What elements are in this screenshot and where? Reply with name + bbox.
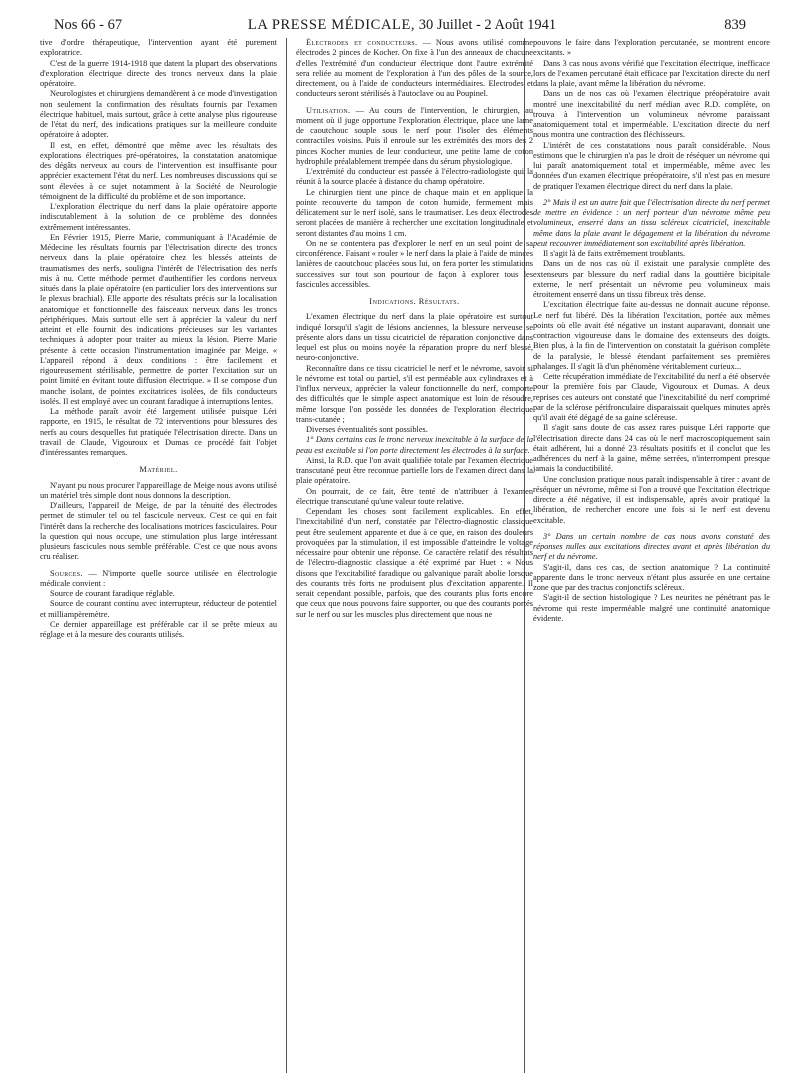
paragraph: Il s'agit là de faits extrêmement troublants.	[543, 249, 686, 258]
paragraph-text: — Nous avons utilisé comme électrodes 2 pinces de Kocher. On fixe à l'un des anneaux de chacune d'elles l'extrémité d'un conducteur électrique dont l'autre extrémité sera reliée au moment de l'exploration à l'un des pôles de la source, directement, ou à l'aide de conducteurs intermédiaires. Electrodes et conducteurs seront stérilisés à l'autoclave ou au Poupinel.	[296, 38, 533, 99]
header-title	[40, 14, 764, 36]
paragraph: Dans un de nos cas où l'examen électrique préopératoire avait montré une inexcitabilité du nerf médian avec R.D. complète, on trouva à l'intervention un volumineux névrome paraissant anatomiquement total et imperméable. L'excitation directe du nerf nous montra une contraction des fléchisseurs.	[533, 89, 770, 140]
paragraph: L'extrémité du conducteur est passée à l'électro-radiologiste qui la réunit à la source placée à distance du champ opératoire.	[296, 167, 533, 187]
column-3	[533, 38, 770, 1073]
paragraph-italic: 2° Mais il est un autre fait que l'électrisation directe du nerf permet de mettre en évidence : un nerf porteur d'un névrome même peu volumineux, enserré dans un tissu scléreux cicatriciel, inexcitable même dans la plaie avant le dégagement et la libération du névrome peut recouvrer immédiatement son excitabilité après libération.	[533, 197, 770, 248]
paragraph: Le chirurgien tient une pince de chaque main et en applique la pointe recouverte du tampon de coton humide, fermement mais délicatement sur le nerf isolé, sans le traumatiser. Les deux électrodes seront placées de manière à rechercher une excitation longitudinale et seront distantes d'au moins 1 cm.	[296, 187, 533, 238]
paragraph: pouvons le faire dans l'exploration percutanée, se montrent encore excitants. »	[533, 38, 770, 58]
run-in-heading-sources: Sources.	[50, 568, 83, 578]
paragraph: C'est de la guerre 1914-1918 que datent la plupart des observations d'exploration électrique directe des troncs nerveux dans la plaie opératoire.	[40, 58, 277, 88]
paragraph: L'exploration électrique du nerf dans la plaie opératoire apporte indiscutablement à la solution de ce problème des données extrêmement intéressantes.	[40, 202, 277, 232]
section-heading-materiel: Matériel.	[139, 465, 178, 475]
paragraph: Ainsi, la R.D. que l'on avait qualifiée totale par l'examen électrique transcutané peut être reconnue partielle lors de l'examen direct dans la plaie opératoire.	[296, 455, 533, 486]
list-item: Source de courant continu avec interrupteur, réducteur de potentiel et milliampèremètre.	[40, 599, 277, 619]
section-heading-indications: Indications. Résultats.	[369, 297, 460, 306]
list-item: Source de courant faradique réglable.	[50, 589, 175, 598]
paragraph: Dans 3 cas nous avons vérifié que l'excitation électrique, inefficace lors de l'examen percutané était efficace par l'excitation directe du nerf dans la plaie, avant même la libération du névrome.	[533, 58, 770, 88]
paragraph: En Février 1915, Pierre Marie, communiquant à l'Académie de Médecine les résultats fournis par l'électrisation directe des troncs nerveux dans la plaie opératoire chez les blessés atteints de traumatismes des nerfs, soulignа l'intérêt de l'électrisation des nerfs mis à nu. Cette méthode permet d'authentifier les cordons nerveux situés dans la plaie opératoire (en particulier lors des interventions sur le plexus brachial). Elle apporte des résultats précis sur la localisation anatomique et fonctionnelle des faisceaux nerveux dans les troncs périphériques. Mais surtout elle sert à apprécier la valeur du nerf atteint et elle fournit des indications précieuses sur les variantes techniques à adopter pour traiter au mieux la lésion. Pierre Marie présente à cette occasion l'instrumentation imaginée par Meige. « L'appareil répond à deux conditions : être facilement et rigoureusement stérilisable, permettre de porter l'excitation sur un point limité en évitant toute diffusion électrique. » Il se compose d'un manche isolant, de pointes excitatrices isolées, de fils conducteurs isolés. Il est employé avec un courant faradique à interruptions lentes.	[40, 232, 277, 406]
paragraph-utilisation	[296, 106, 533, 168]
paragraph: On pourrait, de ce fait, être tenté de n'attribuer à l'examen électrique transcutané qu'une valeur toute relative.	[296, 486, 533, 506]
paragraph: Il s'agit sans doute de cas assez rares puisque Léri rapporte que l'électrisation directe dans 24 cas où le nerf macroscopiquement sain était adhérent, lui a donné 23 résultats positifs et il conclut que les adhérences du nerf à la gaine, même serrées, n'interrompent presque jamais la conductibilité.	[533, 423, 770, 474]
run-in-heading-electrodes: Électrodes et conducteurs.	[306, 38, 418, 47]
paragraph-italic: 3° Dans un certain nombre de cas nous avons constaté des réponses nulles aux excitations directes avant et après libération du nerf et du névrome.	[533, 531, 770, 562]
column-1	[40, 38, 277, 1073]
column-divider	[286, 38, 287, 1073]
run-in-heading-utilisation: Utilisation.	[306, 105, 351, 115]
paragraph: S'agit-il de section histologique ? Les neurites ne pénétrant pas le névrome qui reste imperméable malgré une continuité anatomique évidente.	[533, 593, 770, 623]
paragraph: Cependant les choses sont facilement explicables. En effet, l'inexcitabilité d'un nerf, constatée par l'électro-diagnostic classique peut être seulement apparente et due à ce que, en raison des douleurs provoquées par la stimulation, il est impossible d'atteindre le voltage nécessaire pour obtenir une réponse. Ce caractère relatif des résultats de l'électro-diagnostic classique a été exprimé par Huet : « Nous disons que l'excitabilité faradique ou galvanique paraît abolie lorsque des courants très forts ne produisent plus d'excitation apparente. Il serait cependant possible, parfois, que des courants plus forts encore que ceux que nous pouvons faire supporter, ou que des courants portés sur le nerf ou sur les muscles plus directement que nous ne	[296, 507, 533, 619]
paragraph-sources	[40, 569, 277, 590]
paragraph: La méthode paraît avoir été largement utilisée puisque Léri rapporte, en 1915, le résultat de 72 interventions pour blessures des nerfs au cours desquelles fut pratiquée l'électrisation directe. Dans un travail de Claude, Vigouroux et Dumas ce procédé fait l'objet d'intéressantes remarques.	[40, 407, 277, 457]
paragraph: Diverses éventualités sont possibles.	[306, 425, 428, 434]
page-header	[40, 14, 764, 36]
paragraph-text: — Au cours de l'intervention, le chirurgien, au moment où il juge opportune l'exploration électrique, place une lame de caoutchouc souple sous le nerf pour l'isoler des éléments contractiles voisins. Puis il enroule sur les extrémités des mors des 2 pinces Kocher munies de leur conducteur, une petite lame de coton hydrophile préalablement trempée dans du sérum physiologique.	[296, 105, 533, 166]
paragraph: Cette récupération immédiate de l'excitabilité du nerf a été observée pour la première fois par Claude, Vigouroux et Dumas. A deux reprises ces auteurs ont constaté que l'inexcitabilité du nerf comprimé par de la sclérose périfronculaire disparaissait quelques minutes après qu'il avait été dégagé de sa gaine scléreuse.	[533, 372, 770, 422]
paragraph: Reconnaître dans ce tissu cicatriciel le nerf et le névrome, savoir si le névrome est total ou partiel, s'il est perméable aux cylindraxes et à l'influx nerveux, apprécier la valeur fonctionnelle du nerf, comporte des difficultés que le simple aspect anatomique est loin de résoudre, même lorsque l'on possède les données de l'exploration électrique trans-cutanée ;	[296, 363, 533, 424]
paragraph-italic: 1° Dans certains cas le tronc nerveux inexcitable à la surface de la peau est excitable si l'on porte directement les électrodes à la surface.	[296, 435, 533, 455]
paragraph-electrodes	[296, 38, 533, 100]
paragraph: Ce dernier appareillage est préférable car il se prête mieux au réglage et à la mesure des courants utilisés.	[40, 619, 277, 639]
paragraph: L'excitation électrique faite au-dessus ne donnait aucune réponse. Le nerf fut libéré. Dès la libération l'excitation, portée aux mêmes points où elle avait été négative un instant auparavant, donnait une contraction vigoureuse dans le domaine des extenseurs des doigts. Bien plus, à la fin de l'intervention on constatait la guérison complète de la paralysie, le blessé étendant parfaitement ses premières phalanges. Il s'agit là d'un phénomène véritablement curieux...	[533, 300, 770, 371]
page-number: 839	[724, 17, 746, 33]
article-columns	[40, 38, 770, 1073]
column-2	[296, 38, 533, 1073]
paragraph: Une conclusion pratique nous paraît indispensable à tirer : avant de réséquer un névrome, même si l'on a trouvé que l'excitation électrique directe a été négative, il est indispensable, après avoir pratiqué la libération, de rechercher encore une fois si le nerf est devenu excitable.	[533, 474, 770, 525]
paragraph: S'agit-il, dans ces cas, de section anatomique ? La continuité apparente dans le tronc nerveux n'étant plus assurée en une certaine zone que par des tractus conjonctifs scléreux.	[533, 562, 770, 592]
paragraph: N'ayant pu nous procurer l'appareillage de Meige nous avons utilisé un matériel très simple dont nous donnons la description.	[40, 480, 277, 500]
journal-name: LA PRESSE MÉDICALE,	[247, 17, 416, 33]
paragraph: Il est, en effet, démontré que même avec les résultats des explorations électriques pré-opératoires, la constatation anatomique des dégâts nerveux au cours de l'intervention est insuffisante pour apprécier exactement l'état du nerf. Les nombreuses discussions qui se sont élevées à ce sujet notamment à la Société de Neurologie témoignent de la difficulté du problème et de son importance.	[40, 140, 277, 201]
paragraph: tive d'ordre thérapeutique, l'intervention ayant été purement exploratrice.	[40, 38, 277, 58]
issue-number: Nos 66 - 67	[54, 17, 123, 33]
paragraph: Dans un de nos cas où il existait une paralysie complète des extenseurs par blessure du nerf radial dans la gouttière bicipitale externe, le nerf présentait un névrome peu volumineux mais étroitement enserré dans un tissu fibreux très dense.	[533, 259, 770, 299]
paragraph: L'intérêt de ces constatations nous paraît considérable. Nous estimons que le chirurgien n'a pas le droit de réséquer un névrome qui lui paraît anatomiquement total et imperméable, même avec les données d'un examen électrique préopératoire, s'il n'est pas en mesure de pratiquer l'examen électrique direct du nerf dans la plaie.	[533, 140, 770, 191]
paragraph: L'examen électrique du nerf dans la plaie opératoire est surtout indiqué lorsqu'il s'agit de lésions anciennes, la blessure nerveuse se présente alors dans un tissu cicatriciel de réparation conjonctive dans lequel est plus ou moins noyée la réparation propre du nerf blessé, neuro-conjonctive.	[296, 312, 533, 363]
paragraph-text: — N'importe quelle source utilisée en électrologie médicale convient :	[40, 568, 277, 588]
paragraph: On ne se contentera pas d'explorer le nerf en un seul point de sa circonférence. Faisant « rouler » le nerf dans la plaie à l'aide de minces lanières de caoutchouc placées sous lui, on fera porter les stimulations successives sur tout son pourtour de façon à explorer tous les fascicules accessibles.	[296, 238, 533, 289]
paragraph: Neurologistes et chirurgiens demandèrent à ce mode d'investigation non seulement la confirmation des résultats fournis par l'examen électrique habituel, mais surtout, grâce à cette analyse plus rigoureuse de l'état du nerf, des indications pratiques sur la meilleure conduite opératoire à adopter.	[40, 89, 277, 140]
issue-date: 30 Juillet - 2 Août 1941	[418, 17, 557, 33]
paragraph: D'ailleurs, l'appareil de Meige, de par la ténuité des électrodes permet de stimuler tel ou tel fascicule nerveux. C'est ce qui en fait l'intérêt dans la recherche des localisations motrices fasciculaires. Pour la question qui nous occupe, une stimulation plus large intéressant plusieurs fascicules nous semble préférable. C'est ce que nous avons cru réaliser.	[40, 501, 277, 562]
